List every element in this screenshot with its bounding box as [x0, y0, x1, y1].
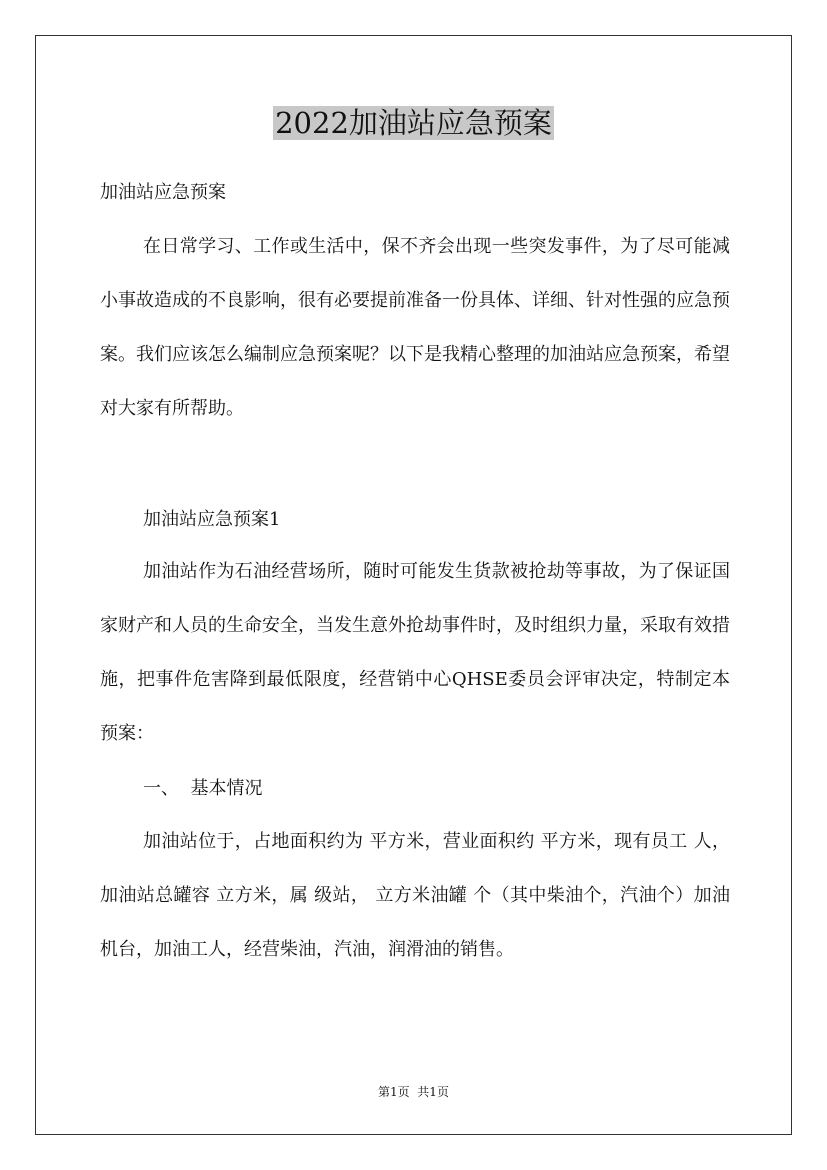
intro-paragraph: 在日常学习、工作或生活中，保不齐会出现一些突发事件，为了尽可能减小事故造成的不良影响，很有必要提前准备一份具体、详细、针对性强的应急预案。我们应该怎么编制应急预案呢？以下是我精心整理的加油站应急预案，希望对大家有所帮助。: [100, 236, 730, 419]
section-paragraph: 加油站作为石油经营场所，随时可能发生货款被抢劫等事故，为了保证国家财产和人员的生命安全，当发生意外抢劫事件时，及时组织力量，采取有效措施，把事件危害降到最低限度，经营销中心QHSE委员会评审决定，特制定本预案：: [100, 561, 730, 744]
page-footer: [0, 1083, 827, 1101]
document-title: 2022加油站应急预案: [275, 106, 552, 140]
page-number: 第1页 共1页: [378, 1085, 449, 1099]
item-heading: 一、 基本情况: [143, 778, 263, 799]
document-subtitle: 加油站应急预案: [100, 182, 226, 203]
item-paragraph: 加油站位于，占地面积约为 平方米，营业面积约 平方米，现有员工 人，加油站总罐容 立方米，属 级站， 立方米油罐 个（其中柴油个，汽油个）加油机台，加油工人，经营柴油，汽油，润滑油的销售。: [100, 831, 730, 960]
section-heading: 加油站应急预案1: [143, 509, 281, 530]
